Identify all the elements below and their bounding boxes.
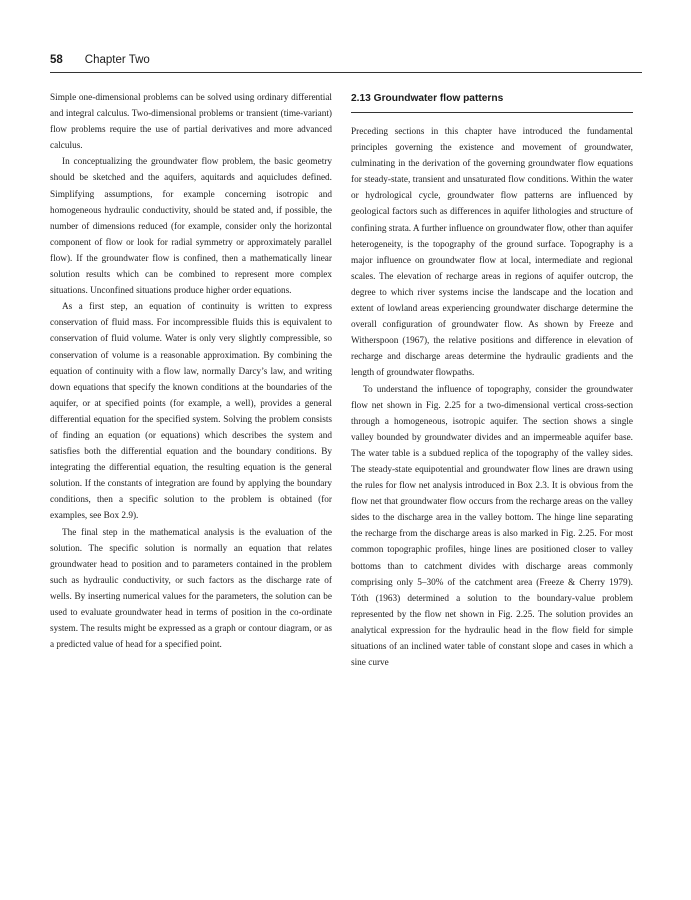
paragraph: In conceptualizing the groundwater flow problem, the basic geometry should be sketched and the aquifers, aquitards and aquicludes defined. Simplifying assumptions, for example concerning isotropic and homogeneous hydraulic conductivity, should be stated and, if possible, the number of dimensions reduced (for example, consider only the horizontal component of flow or look for radial symmetry or approximately parallel flow). If the groundwater flow is confined, then a mathematically linear solution results which can be combined to represent more complex situations. Unconfined situations produce higher order equations.: [50, 157, 332, 297]
right-column: [351, 90, 633, 671]
section-heading: 2.13 Groundwater flow patterns: [351, 90, 633, 113]
paragraph: Preceding sections in this chapter have introduced the fundamental principles governing the existence and movement of groundwater, culminating in the derivation of the governing groundwater flow equations for steady-state, transient and unsaturated flow conditions. Within the water or hydrological cycle, groundwater flow patterns are influenced by geological factors such as differences in aquifer lithologies and structure of confining strata. A further influence on groundwater flow, other than aquifer heterogeneity, is the topography of the ground surface. Topography is a major influence on groundwater flow at local, intermediate and regional scales. The elevation of recharge areas in regions of aquifer outcrop, the degree to which river systems incise the landscape and the location and extent of lowland areas experiencing groundwater discharge determine the overall configuration of groundwater flow. As shown by Freeze and Witherspoon (1967), the relative positions and difference in elevation of recharge and discharge areas determine the hydraulic gradients and the length of groundwater flowpaths.: [351, 127, 633, 379]
paragraph: The final step in the mathematical analysis is the evaluation of the solution. The specific solution is normally an equation that relates groundwater head to position and to parameters contained in the problem such as hydraulic conductivity, or such factors as the discharge rate of wells. By inserting numerical values for the parameters, the solution can be used to evaluate groundwater head in terms of position in the co-ordinate system. The results might be expressed as a graph or contour diagram, or as a predicted value of head for a specified point.: [50, 527, 332, 651]
paragraph: Simple one-dimensional problems can be solved using ordinary differential and integral calculus. Two-dimensional problems or transient (time-variant) flow problems require the use of partial derivatives and more advanced calculus.: [50, 93, 332, 152]
chapter-title: Chapter Two: [84, 54, 150, 66]
paragraph: As a first step, an equation of continuity is written to express conservation of fluid mass. For incompressible fluids this is equivalent to conservation of fluid volume. Water is only very slightly compressible, so conservation of volume is a reasonable approximation. By combining the equation of continuity with a flow law, normally Darcy’s law, and writing down equations that specify the known conditions at the boundaries of the aquifer, or at specified points (for example, a well), provides a general differential equation for the specified system. Solving the problem consists of finding an equation (or equations) which describes the system and satisfies both the differential equation and the boundary conditions. By integrating the differential equation, the resulting equation is the general solution. If the constants of integration are found by applying the boundary conditions, then a specific solution to the problem is obtained (for examples, see Box 2.9).: [50, 302, 332, 522]
page-number: 58: [50, 54, 63, 66]
left-column: [50, 90, 332, 653]
running-head: [50, 52, 642, 73]
paragraph: To understand the influence of topography, consider the groundwater flow net shown in Fig. 2.25 for a two-dimensional vertical cross-section through a homogeneous, isotropic aquifer. The section shows a single valley bounded by groundwater divides and an impermeable aquifer base. The water table is a subdued replica of the topography of the valley sides. The steady-state equipotential and groundwater flow lines are drawn using the rules for flow net analysis introduced in Box 2.3. It is obvious from the flow net that groundwater flow occurs from the recharge areas on the valley sides to the discharge area in the valley bottom. The hinge line separating the recharge from the discharge areas is also marked in Fig. 2.25. For most common topographic profiles, hinge lines are positioned closer to valley bottoms than to catchment divides with discharge areas commonly comprising only 5–30% of the catchment area (Freeze & Cherry 1979). Tóth (1963) determined a solution to the boundary-value problem represented by the flow net shown in Fig. 2.25. The solution provides an analytical expression for the hydraulic head in the flow field for simple situations of an inclined water table of constant slope and cases in which a sine curve: [351, 384, 633, 669]
